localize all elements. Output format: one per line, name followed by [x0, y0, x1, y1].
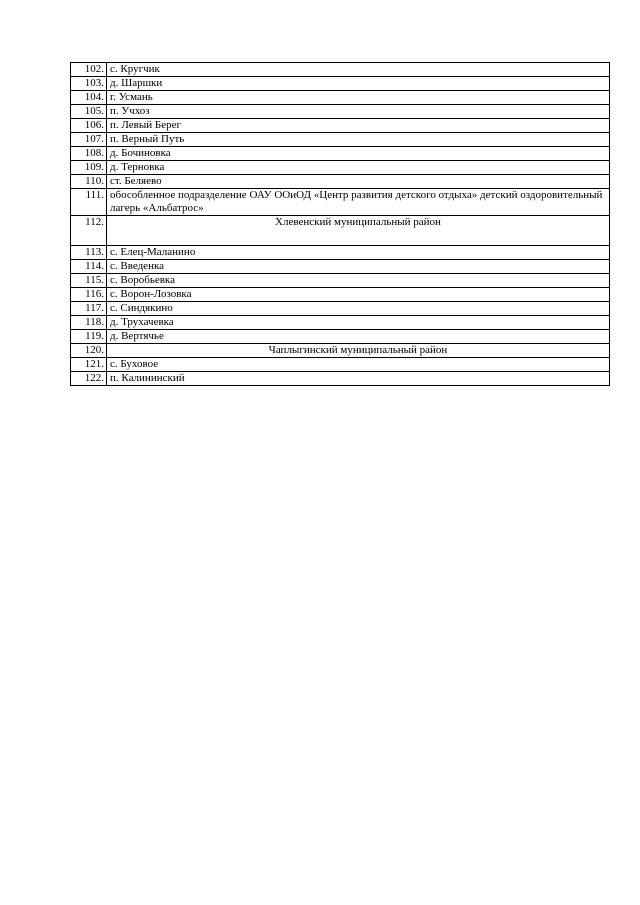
settlement-name: с. Воробьевка — [107, 274, 610, 288]
settlement-name: д. Терновка — [107, 161, 610, 175]
settlement-name: с. Кругчик — [107, 63, 610, 77]
settlement-name: д. Вертячье — [107, 330, 610, 344]
settlement-name: п. Верный Путь — [107, 133, 610, 147]
row-number: 107. — [71, 133, 107, 147]
settlement-name: с. Введенка — [107, 260, 610, 274]
table-row — [71, 91, 610, 105]
row-number: 122. — [71, 372, 107, 386]
row-number: 112. — [71, 216, 107, 246]
table-row — [71, 358, 610, 372]
settlement-name: п. Учхоз — [107, 105, 610, 119]
settlement-name: с. Синдякино — [107, 302, 610, 316]
table-row — [71, 330, 610, 344]
settlement-name: д. Трухачевка — [107, 316, 610, 330]
row-number: 109. — [71, 161, 107, 175]
district-name: Хлевенский муниципальный район — [107, 216, 610, 246]
row-number: 113. — [71, 246, 107, 260]
row-number: 110. — [71, 175, 107, 189]
settlement-name: г. Усмань — [107, 91, 610, 105]
district-header-row — [71, 216, 610, 246]
district-header-row — [71, 344, 610, 358]
settlement-name: д. Шаршки — [107, 77, 610, 91]
table-row — [71, 77, 610, 91]
row-number: 105. — [71, 105, 107, 119]
row-number: 108. — [71, 147, 107, 161]
settlement-name: с. Буховое — [107, 358, 610, 372]
table-row — [71, 260, 610, 274]
table-row — [71, 63, 610, 77]
table-row — [71, 372, 610, 386]
row-number: 116. — [71, 288, 107, 302]
row-number: 115. — [71, 274, 107, 288]
settlement-name: п. Левый Берег — [107, 119, 610, 133]
table-row — [71, 288, 610, 302]
table-row — [71, 189, 610, 216]
settlement-name: ст. Беляево — [107, 175, 610, 189]
row-number: 120. — [71, 344, 107, 358]
row-number: 121. — [71, 358, 107, 372]
row-number: 104. — [71, 91, 107, 105]
row-number: 106. — [71, 119, 107, 133]
settlement-name: с. Елец-Маланино — [107, 246, 610, 260]
row-number: 119. — [71, 330, 107, 344]
table-row — [71, 274, 610, 288]
table-row — [71, 105, 610, 119]
row-number: 111. — [71, 189, 107, 216]
district-name: Чаплыгинский муниципальный район — [107, 344, 610, 358]
table-row — [71, 161, 610, 175]
table-row — [71, 246, 610, 260]
table-row — [71, 302, 610, 316]
row-number: 102. — [71, 63, 107, 77]
row-number: 118. — [71, 316, 107, 330]
settlement-name: обособленное подразделение ОАУ ООиОД «Центр развития детского отдыха» детский оздоровительный лагерь «Альбатрос» — [107, 189, 610, 216]
settlement-name: д. Бочиновка — [107, 147, 610, 161]
table-row — [71, 316, 610, 330]
settlement-name: с. Ворон-Лозовка — [107, 288, 610, 302]
table-row — [71, 133, 610, 147]
table-row — [71, 175, 610, 189]
row-number: 103. — [71, 77, 107, 91]
settlements-table — [70, 62, 610, 386]
row-number: 117. — [71, 302, 107, 316]
table-row — [71, 147, 610, 161]
table-row — [71, 119, 610, 133]
row-number: 114. — [71, 260, 107, 274]
settlement-name: п. Калининский — [107, 372, 610, 386]
